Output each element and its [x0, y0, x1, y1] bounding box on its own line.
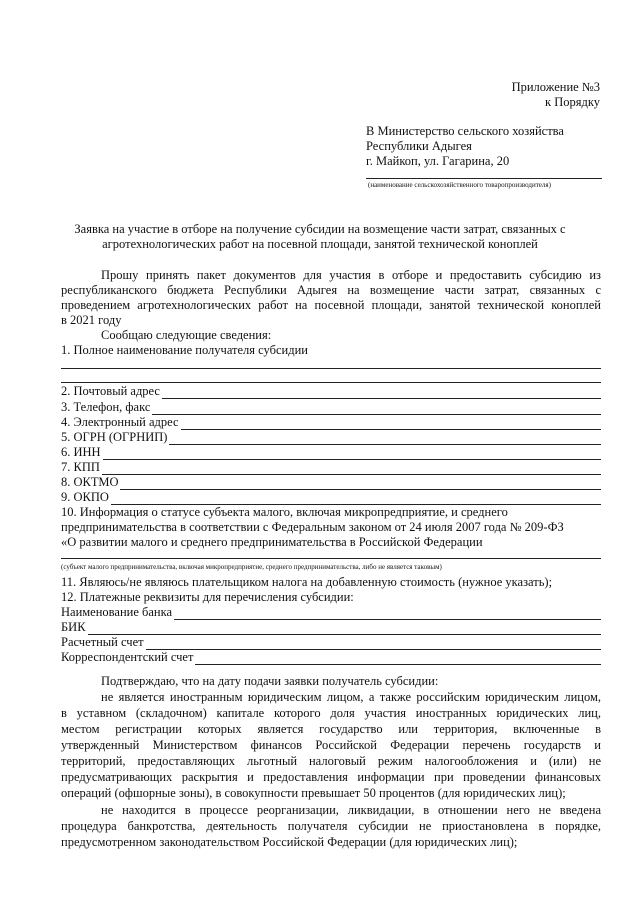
- request-line3: проведением агротехнологических работ на посевной площади, занятой технической коноплей: [61, 298, 601, 312]
- document-title-line1: Заявка на участие в отборе на получение субсидии на возмещение части затрат, связанных с: [74, 222, 566, 236]
- confirm-p1-line: не является иностранным юридическим лицом, а также российским юридическим лицом,: [101, 690, 601, 704]
- document-title-line2: агротехнологических работ на посевной площади, занятой технической коноплей: [102, 237, 538, 251]
- inn-field[interactable]: [61, 445, 601, 460]
- confirm-p2-line: предусмотренном законодательством Российской Федерации (для юридических лиц);: [61, 835, 518, 849]
- confirm-p2-line: не находится в процессе реорганизации, ликвидации, в отношении него не введена: [101, 803, 601, 817]
- request-line2: республиканского бюджета Республики Адыгея на возмещение части затрат, связанных с: [61, 283, 601, 297]
- postal-address-label: 2. Почтовый адрес: [61, 384, 160, 398]
- confirm-p1-line: территорий, предоставляющих льготный налоговый режим налогообложения и (или) не: [61, 754, 601, 768]
- bank-name-label: Наименование банка: [61, 605, 173, 619]
- confirm-p1-line: местом регистрации которых является государство или территория, включенные в: [61, 722, 601, 736]
- request-line1: Прошу принять пакет документов для участия в отборе и предоставить субсидию из: [101, 268, 601, 282]
- vat-line: 11. Являюсь/не являюсь плательщиком налога на добавленную стоимость (нужное указать);: [61, 575, 553, 589]
- corr-account-field[interactable]: [61, 650, 601, 665]
- account-label: Расчетный счет: [61, 635, 144, 649]
- request-line5: Сообщаю следующие сведения:: [101, 328, 272, 342]
- confirm-p1-line: операций (офшорные зоны), в совокупности превышает 50 процентов (для юридических лиц);: [61, 786, 566, 800]
- okpo-blank[interactable]: [111, 493, 601, 505]
- confirm-intro: Подтверждаю, что на дату подачи заявки получатель субсидии:: [101, 674, 439, 688]
- full-name-blank-1[interactable]: [61, 368, 601, 369]
- producer-name-blank[interactable]: [366, 178, 602, 179]
- bank-name-field[interactable]: [61, 605, 601, 620]
- oktmo-field[interactable]: [61, 475, 601, 490]
- account-field[interactable]: [61, 635, 601, 650]
- inn-blank[interactable]: [103, 448, 601, 460]
- bik-field[interactable]: [61, 620, 601, 635]
- bank-name-blank[interactable]: [174, 608, 601, 620]
- ogrn-label: 5. ОГРН (ОГРНИП): [61, 430, 168, 444]
- phone-fax-label: 3. Телефон, факс: [61, 400, 151, 414]
- bik-blank[interactable]: [88, 623, 601, 635]
- addressee-line1: В Министерство сельского хозяйства: [366, 124, 564, 138]
- okpo-field[interactable]: [61, 490, 601, 505]
- request-line4: в 2021 году: [61, 313, 122, 327]
- sme-line1: 10. Информация о статусе субъекта малого, включая микропредприятие, и среднего: [61, 505, 508, 519]
- oktmo-blank[interactable]: [120, 478, 601, 490]
- email-field[interactable]: [61, 415, 601, 430]
- email-blank[interactable]: [181, 418, 601, 430]
- kpp-blank[interactable]: [102, 463, 601, 475]
- full-name-label: 1. Полное наименование получателя субсидии: [61, 343, 308, 357]
- sme-line2: предпринимательства в соответствии с Федеральным законом от 24 июля 2007 года № 209-ФЗ: [61, 520, 564, 534]
- addressee-line3: г. Майкоп, ул. Гагарина, 20: [366, 154, 510, 168]
- postal-address-field[interactable]: [61, 384, 601, 399]
- appendix-number: Приложение №3: [511, 80, 600, 94]
- producer-name-caption: (наименование сельскохозяйственного товаропроизводителя): [368, 181, 551, 189]
- ogrn-field[interactable]: [61, 430, 601, 445]
- sme-status-caption: (субъект малого предпринимательства, включая микропредприятие, среднего предпринимательства, либо не является таковым): [61, 563, 442, 571]
- kpp-field[interactable]: [61, 460, 601, 475]
- bank-heading: 12. Платежные реквизиты для перечисления субсидии:: [61, 590, 354, 604]
- full-name-blank-2[interactable]: [61, 382, 601, 383]
- account-blank[interactable]: [146, 638, 601, 650]
- oktmo-label: 8. ОКТМО: [61, 475, 119, 489]
- corr-account-blank[interactable]: [195, 653, 601, 665]
- sme-line3: «О развитии малого и среднего предпринимательства в Российской Федерации: [61, 535, 483, 549]
- bik-label: БИК: [61, 620, 86, 634]
- sme-status-blank[interactable]: [61, 558, 601, 559]
- okpo-label: 9. ОКПО: [61, 490, 109, 504]
- email-label: 4. Электронный адрес: [61, 415, 179, 429]
- kpp-label: 7. КПП: [61, 460, 100, 474]
- appendix-ref: к Порядку: [545, 95, 600, 109]
- confirm-p1-line: в уставном (складочном) капитале которого доля участия иностранных юридических лиц,: [61, 706, 601, 720]
- addressee-line2: Республики Адыгея: [366, 139, 472, 153]
- phone-fax-field[interactable]: [61, 400, 601, 415]
- phone-fax-blank[interactable]: [152, 403, 601, 415]
- inn-label: 6. ИНН: [61, 445, 101, 459]
- corr-account-label: Корреспондентский счет: [61, 650, 194, 664]
- confirm-p2-line: процедура банкротства, деятельность получателя субсидии не приостановлена в порядке,: [61, 819, 601, 833]
- postal-address-blank[interactable]: [162, 387, 601, 399]
- confirm-p1-line: утвержденный Министерством финансов Российской Федерации перечень государств и: [61, 738, 601, 752]
- ogrn-blank[interactable]: [169, 433, 601, 445]
- confirm-p1-line: предусматривающих раскрытия и предоставления информации при проведении финансовых: [61, 770, 601, 784]
